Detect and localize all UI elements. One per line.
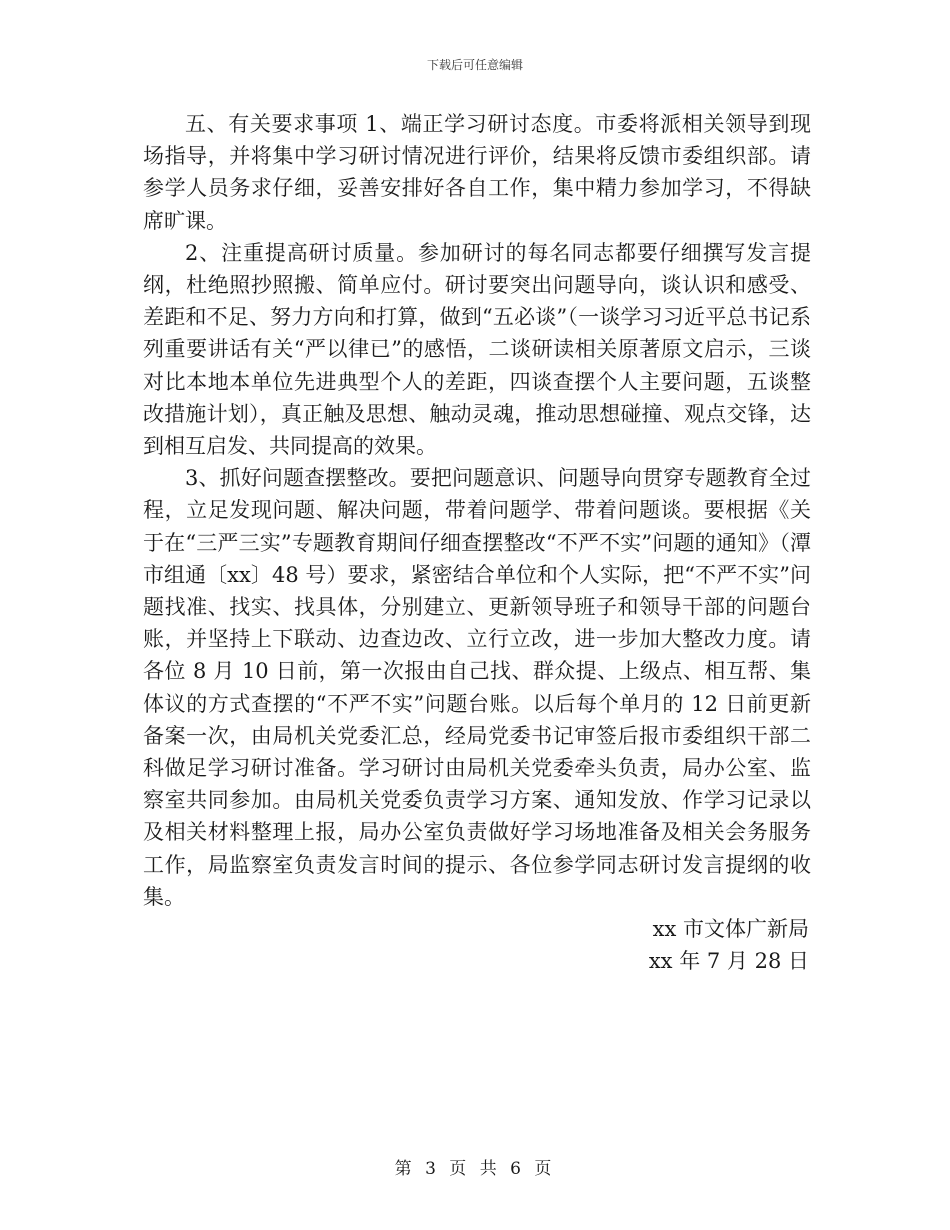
signature-organization: xx 市文体广新局 xyxy=(652,917,809,942)
paragraph-requirements-2: 2、注重提高研讨质量。参加研讨的每名同志都要仔细撰写发言提纲，杜绝照抄照搬、简单应付。研讨要突出问题导向，谈认识和感受、差距和不足、努力方向和打算，做到“五必谈”（一谈学习习近平总书记系列重要讲话有关“严以律已”的感悟，二谈研读相关原著原文启示，三谈对比本地本单位先进典型个人的差距，四谈查摆个人主要问题，五谈整改措施计划），真正触及思想、触动灵魂，推动思想碰撞、观点交锋，达到相互启发、共同提高的效果。 xyxy=(143,240,811,459)
page-number-footer: 第 3 页 共 6 页 xyxy=(394,1159,556,1179)
paragraph-requirements-3: 3、抓好问题查摆整改。要把问题意识、问题导向贯穿专题教育全过程，立足发现问题、解决问题，带着问题学、带着问题谈。要根据《关于在“三严三实”专题教育期间仔细查摆整改“不严不实”问题的通知》（潭市组通〔xx〕48 号）要求，紧密结合单位和个人实际，把“不严不实”问题找准、找实、找具体，分别建立、更新领导班子和领导干部的问题台账，并坚持上下联动、边查边改、立行立改，进一步加大整改力度。请各位 8 月 10 日前，第一次报由自己找、群众提、上级点、相互帮、集体议的方式查摆的“不严不实”问题台账。以后每个单月的 12 日前更新备案一次，由局机关党委汇总，经局党委书记审签后报市委组织干部二科做足学习研讨准备。学习研讨由局机关党委牵头负责，局办公室、监察室共同参加。由局机关党委负责学习方案、通知发放、作学习记录以及相关材料整理上报，局办公室负责做好学习场地准备及相关会务服务工作，局监察室负责发言时间的提示、各位参学同志研讨发言提纲的收集。 xyxy=(143,466,811,909)
paragraph-requirements-1: 五、有关要求事项 1、端正学习研讨态度。市委将派相关领导到现场指导，并将集中学习研讨情况进行评价，结果将反馈市委组织部。请参学人员务求仔细，妥善安排好各自工作，集中精力参加学习，不得缺席旷课。 xyxy=(143,112,811,233)
document-body xyxy=(143,108,811,977)
signature-date: xx 年 7 月 28 日 xyxy=(648,949,809,974)
page-header-note: 下载后可任意编辑 xyxy=(426,58,523,72)
